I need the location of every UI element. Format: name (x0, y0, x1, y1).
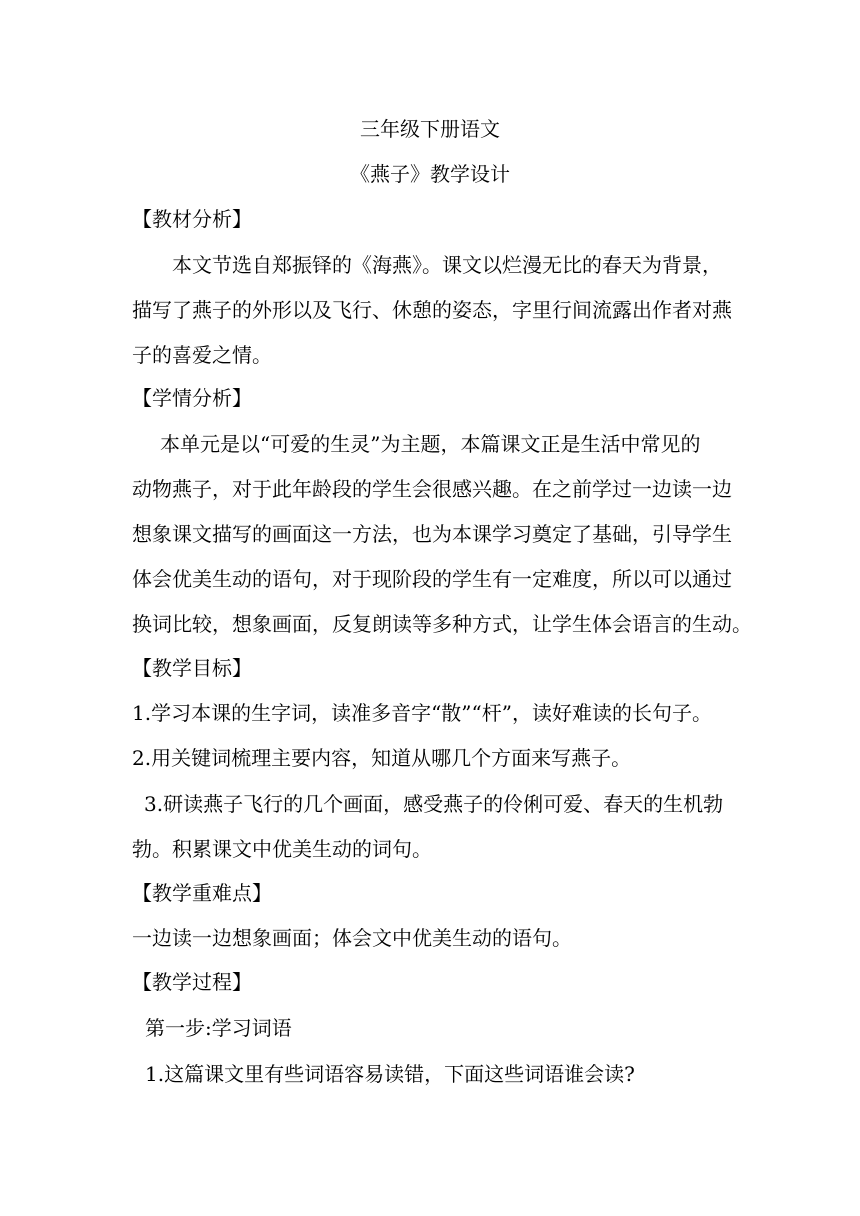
teaching-process-question: 1.这篇课文里有些词语容易读错，下面这些词语谁会读? (145, 1062, 635, 1086)
teaching-process-heading: 【教学过程】 (132, 970, 252, 994)
material-analysis-heading: 【教材分析】 (132, 207, 252, 231)
student-analysis-line: 体会优美生动的语句，对于现阶段的学生有一定难度，所以可以通过 (132, 567, 732, 591)
material-analysis-line: 描写了燕子的外形以及飞行、休憩的姿态，字里行间流露出作者对燕 (132, 298, 732, 322)
student-analysis-line: 本单元是以“可爱的生灵”为主题，本篇课文正是生活中常见的 (160, 432, 701, 456)
student-analysis-line: 想象课文描写的画面这一方法，也为本课学习奠定了基础，引导学生 (132, 522, 732, 546)
key-points-line: 一边读一边想象画面；体会文中优美生动的语句。 (132, 926, 572, 950)
student-analysis-heading: 【学情分析】 (132, 386, 252, 410)
teaching-goal-item: 3.研读燕子飞行的几个画面，感受燕子的伶俐可爱、春天的生机勃 (144, 792, 724, 816)
material-analysis-line: 子的喜爱之情。 (132, 343, 272, 367)
teaching-process-step: 第一步:学习词语 (145, 1016, 292, 1040)
student-analysis-line: 换词比较，想象画面，反复朗读等多种方式，让学生体会语言的生动。 (132, 612, 752, 636)
document-title: 三年级下册语文 (360, 117, 500, 141)
document-subtitle: 《燕子》教学设计 (350, 162, 510, 186)
teaching-goal-item: 勃。积累课文中优美生动的词句。 (132, 837, 432, 861)
key-points-heading: 【教学重难点】 (132, 881, 272, 905)
teaching-goal-item: 2.用关键词梳理主要内容，知道从哪几个方面来写燕子。 (132, 746, 632, 770)
material-analysis-line: 本文节选自郑振铎的《海燕》。课文以烂漫无比的春天为背景， (172, 253, 722, 277)
student-analysis-line: 动物燕子，对于此年龄段的学生会很感兴趣。在之前学过一边读一边 (132, 477, 732, 501)
teaching-goals-heading: 【教学目标】 (132, 656, 252, 680)
teaching-goal-item: 1.学习本课的生字词，读准多音字“散”“杆”，读好难读的长句子。 (132, 701, 712, 725)
